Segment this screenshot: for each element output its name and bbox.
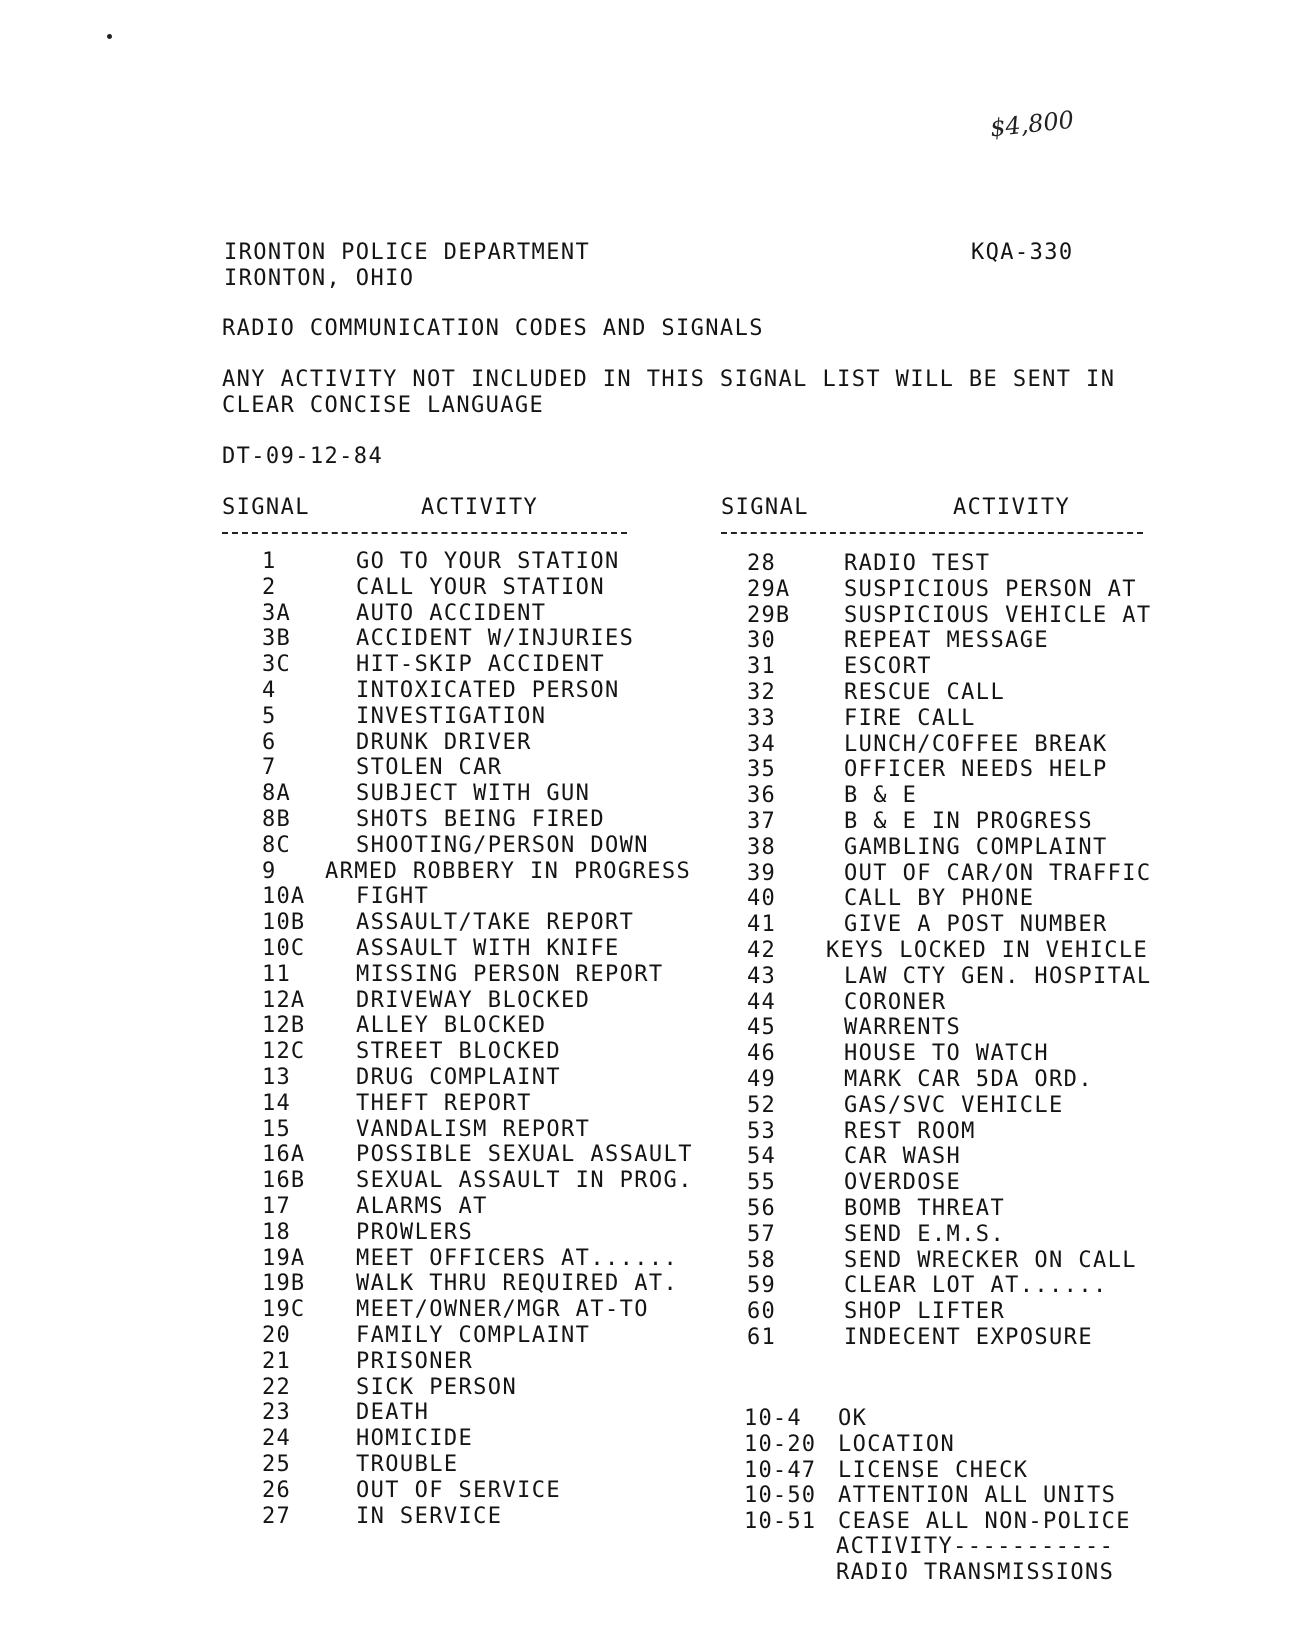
right-signal-row bbox=[0, 678, 1295, 708]
signal-code: 60 bbox=[747, 1299, 776, 1325]
signal-code: 10-4 bbox=[744, 1406, 802, 1431]
signal-code: 46 bbox=[747, 1041, 776, 1067]
signal-activity: GIVE A POST NUMBER bbox=[844, 912, 1108, 938]
signal-activity: SEXUAL ASSAULT IN PROG. bbox=[356, 1168, 693, 1194]
right-signal-row bbox=[0, 703, 1295, 734]
signal-activity: SHOOTING/PERSON DOWN bbox=[356, 832, 649, 858]
right-signal-row bbox=[0, 1168, 1295, 1198]
signal-activity: MISSING PERSON REPORT bbox=[356, 961, 664, 987]
department-name: IRONTON POLICE DEPARTMENT bbox=[224, 240, 591, 265]
signal-code: 10-51 bbox=[744, 1509, 817, 1535]
signal-code: 12C bbox=[262, 1039, 306, 1065]
signal-code: 23 bbox=[262, 1400, 291, 1426]
right-signal-row bbox=[0, 1142, 1295, 1172]
signal-code: 45 bbox=[747, 1015, 776, 1041]
signal-code: 41 bbox=[747, 912, 776, 938]
signal-code: 8A bbox=[262, 781, 291, 807]
left-signal-row bbox=[0, 1348, 1295, 1377]
signal-code: 36 bbox=[747, 783, 776, 809]
ten-code-continuation-2: RADIO TRANSMISSIONS bbox=[836, 1560, 1115, 1585]
signal-code: 29B bbox=[747, 602, 791, 628]
signal-activity: CEASE ALL NON-POLICE bbox=[838, 1509, 1131, 1535]
ten-code-row bbox=[0, 1408, 1295, 1434]
signal-code: 33 bbox=[747, 705, 776, 731]
signal-code: 20 bbox=[262, 1323, 291, 1348]
signal-activity: B & E IN PROGRESS bbox=[844, 809, 1093, 834]
signal-code: 54 bbox=[747, 1144, 776, 1170]
signal-code: 30 bbox=[747, 628, 776, 654]
signal-activity: ASSAULT WITH KNIFE bbox=[356, 936, 620, 961]
signal-activity: OK bbox=[838, 1406, 868, 1431]
right-signal-row bbox=[0, 1065, 1295, 1095]
notice-line-1: ANY ACTIVITY NOT INCLUDED IN THIS SIGNAL LIST WILL BE SENT IN bbox=[222, 367, 1116, 392]
document-title: RADIO COMMUNICATION CODES AND SIGNALS bbox=[222, 316, 764, 341]
signal-activity: OUT OF SERVICE bbox=[356, 1477, 562, 1503]
signal-activity: HOMICIDE bbox=[356, 1426, 474, 1452]
signal-activity: TROUBLE bbox=[356, 1452, 459, 1477]
signal-code: 10-20 bbox=[744, 1431, 817, 1457]
ten-code-row bbox=[0, 1431, 1295, 1460]
signal-code: 61 bbox=[747, 1325, 776, 1350]
signal-activity: GAMBLING COMPLAINT bbox=[844, 834, 1108, 860]
signal-activity: DRIVEWAY BLOCKED bbox=[356, 987, 591, 1013]
right-signal-row bbox=[0, 1039, 1295, 1069]
signal-activity: LAW CTY GEN. HOSPITAL bbox=[844, 963, 1152, 989]
signal-activity: IN SERVICE bbox=[356, 1503, 503, 1529]
signal-activity: SUSPICIOUS PERSON AT bbox=[844, 576, 1137, 602]
signal-code: 19A bbox=[262, 1245, 306, 1271]
signal-code: 43 bbox=[747, 963, 776, 989]
right-signal-row bbox=[0, 987, 1295, 1018]
signal-activity: STREET BLOCKED bbox=[356, 1039, 562, 1065]
signal-code: 42 bbox=[747, 938, 776, 963]
signal-code: 14 bbox=[262, 1090, 291, 1116]
signal-code: 29A bbox=[747, 576, 791, 602]
signal-activity: STOLEN CAR bbox=[356, 755, 503, 781]
signal-activity: MEET/OWNER/MGR AT-TO bbox=[356, 1297, 649, 1323]
signal-code: 18 bbox=[262, 1219, 291, 1245]
right-signal-row bbox=[0, 549, 1295, 579]
signal-activity: ACCIDENT W/INJURIES bbox=[356, 626, 635, 652]
signal-activity: LOCATION bbox=[838, 1431, 956, 1457]
signal-activity: OVERDOSE bbox=[844, 1170, 962, 1196]
left-header-rule bbox=[222, 532, 627, 534]
signal-activity: ASSAULT/TAKE REPORT bbox=[356, 910, 635, 936]
department-location: IRONTON, OHIO bbox=[224, 266, 415, 291]
signal-code: 24 bbox=[262, 1426, 291, 1452]
signal-code: 8C bbox=[262, 832, 291, 858]
signal-activity: FAMILY COMPLAINT bbox=[356, 1323, 591, 1348]
signal-activity: OUT OF CAR/ON TRAFFIC bbox=[844, 860, 1152, 886]
signal-code: 22 bbox=[262, 1374, 291, 1400]
signal-code: 3C bbox=[262, 652, 291, 678]
right-signal-row bbox=[0, 781, 1295, 811]
signal-activity: HIT-SKIP ACCIDENT bbox=[356, 652, 605, 678]
scan-speck bbox=[107, 34, 112, 39]
signal-code: 10-50 bbox=[744, 1483, 817, 1509]
signal-activity: DEATH bbox=[356, 1400, 430, 1426]
signal-code: 10-47 bbox=[744, 1457, 817, 1483]
signal-code: 44 bbox=[747, 989, 776, 1015]
signal-code: 11 bbox=[262, 961, 291, 987]
signal-code: 37 bbox=[747, 809, 776, 834]
signal-code: 40 bbox=[747, 886, 776, 912]
right-signal-row bbox=[0, 936, 1295, 966]
signal-activity: REST ROOM bbox=[844, 1118, 976, 1144]
call-sign: KQA-330 bbox=[971, 240, 1074, 265]
right-signal-row bbox=[0, 961, 1295, 992]
right-signal-row bbox=[0, 652, 1295, 682]
signal-activity: ESCORT bbox=[844, 654, 932, 680]
signal-code: 12B bbox=[262, 1013, 306, 1039]
right-signal-row bbox=[0, 1090, 1295, 1121]
signal-code: 21 bbox=[262, 1348, 291, 1374]
right-signal-row bbox=[0, 910, 1295, 940]
signal-activity: AUTO ACCIDENT bbox=[356, 600, 547, 626]
signal-code: 56 bbox=[747, 1196, 776, 1221]
signal-code: 55 bbox=[747, 1170, 776, 1196]
signal-code: 34 bbox=[747, 731, 776, 757]
signal-code: 6 bbox=[262, 729, 277, 755]
signal-code: 10C bbox=[262, 936, 306, 961]
right-signal-row bbox=[0, 1323, 1295, 1353]
signal-code: 28 bbox=[747, 551, 776, 576]
right-signal-row bbox=[0, 884, 1295, 914]
left-signal-row bbox=[0, 1374, 1295, 1403]
signal-code: 1 bbox=[262, 549, 277, 574]
signal-activity: INVESTIGATION bbox=[356, 703, 547, 729]
signal-activity: THEFT REPORT bbox=[356, 1090, 532, 1116]
signal-code: 52 bbox=[747, 1092, 776, 1118]
signal-activity: REPEAT MESSAGE bbox=[844, 628, 1050, 654]
right-signal-row bbox=[0, 1245, 1295, 1276]
signal-code: 27 bbox=[262, 1503, 291, 1529]
signal-code: 32 bbox=[747, 680, 776, 705]
signal-activity: MEET OFFICERS AT...... bbox=[356, 1245, 679, 1271]
signal-code: 59 bbox=[747, 1273, 776, 1299]
signal-activity: CORONER bbox=[844, 989, 947, 1015]
signal-code: 12A bbox=[262, 987, 306, 1013]
handwritten-note: $4,800 bbox=[988, 105, 1076, 143]
ten-code-row bbox=[0, 1485, 1295, 1511]
signal-code: 8B bbox=[262, 807, 291, 832]
signal-code: 16A bbox=[262, 1142, 306, 1168]
signal-code: 31 bbox=[747, 654, 776, 680]
notice-line-2: CLEAR CONCISE LANGUAGE bbox=[222, 393, 545, 418]
signal-activity: SUSPICIOUS VEHICLE AT bbox=[844, 602, 1152, 628]
right-signal-row bbox=[0, 1219, 1295, 1250]
signal-code: 4 bbox=[262, 678, 277, 703]
right-header-rule bbox=[721, 532, 1143, 534]
right-activity-header: ACTIVITY bbox=[953, 495, 1071, 520]
signal-code: 25 bbox=[262, 1452, 291, 1477]
signal-activity: FIRE CALL bbox=[844, 705, 976, 731]
right-signal-row bbox=[0, 1271, 1295, 1301]
signal-activity: PROWLERS bbox=[356, 1219, 474, 1245]
signal-activity: GO TO YOUR STATION bbox=[356, 549, 620, 574]
signal-activity: RESCUE CALL bbox=[844, 680, 1006, 705]
signal-activity: BOMB THREAT bbox=[844, 1196, 1006, 1221]
signal-code: 26 bbox=[262, 1477, 291, 1503]
ten-code-continuation-1: ACTIVITY----------- bbox=[836, 1534, 1115, 1559]
right-signal-header: SIGNAL bbox=[721, 495, 809, 520]
signal-activity: CLEAR LOT AT...... bbox=[844, 1273, 1108, 1299]
signal-code: 7 bbox=[262, 755, 277, 781]
right-signal-row bbox=[0, 626, 1295, 656]
signal-activity: SEND WRECKER ON CALL bbox=[844, 1247, 1137, 1273]
left-signal-header: SIGNAL bbox=[222, 495, 310, 520]
signal-code: 13 bbox=[262, 1065, 291, 1090]
ten-code-row bbox=[0, 1457, 1295, 1486]
right-signal-row bbox=[0, 832, 1295, 863]
signal-activity: B & E bbox=[844, 783, 918, 809]
signal-activity: SEND E.M.S. bbox=[844, 1221, 1006, 1247]
signal-code: 10A bbox=[262, 884, 306, 910]
right-signal-row bbox=[0, 729, 1295, 760]
signal-code: 49 bbox=[747, 1067, 776, 1092]
signal-activity: CAR WASH bbox=[844, 1144, 962, 1170]
signal-activity: RADIO TEST bbox=[844, 551, 991, 576]
signal-code: 15 bbox=[262, 1116, 291, 1142]
signal-code: 35 bbox=[747, 757, 776, 783]
right-signal-row bbox=[0, 1194, 1295, 1224]
signal-code: 3A bbox=[262, 600, 291, 626]
signal-code: 16B bbox=[262, 1168, 306, 1194]
signal-activity: SHOTS BEING FIRED bbox=[356, 807, 605, 832]
right-signal-row bbox=[0, 600, 1295, 631]
signal-activity: SUBJECT WITH GUN bbox=[356, 781, 591, 807]
signal-activity: KEYS LOCKED IN VEHICLE bbox=[826, 938, 1149, 963]
signal-code: 5 bbox=[262, 703, 277, 729]
signal-activity: ALARMS AT bbox=[356, 1194, 488, 1219]
right-signal-row bbox=[0, 807, 1295, 837]
signal-code: 19B bbox=[262, 1271, 306, 1297]
signal-activity: INTOXICATED PERSON bbox=[356, 678, 620, 703]
signal-code: 17 bbox=[262, 1194, 291, 1219]
signal-code: 2 bbox=[262, 574, 277, 600]
signal-activity: ARMED ROBBERY IN PROGRESS bbox=[325, 858, 692, 884]
signal-code: 3B bbox=[262, 626, 291, 652]
signal-activity: POSSIBLE SEXUAL ASSAULT bbox=[356, 1142, 693, 1168]
signal-activity: CALL BY PHONE bbox=[844, 886, 1035, 912]
signal-activity: FIGHT bbox=[356, 884, 430, 910]
document-date: DT-09-12-84 bbox=[222, 444, 384, 469]
left-activity-header: ACTIVITY bbox=[421, 495, 539, 520]
signal-code: 39 bbox=[747, 860, 776, 886]
signal-activity: INDECENT EXPOSURE bbox=[844, 1325, 1093, 1350]
signal-activity: DRUG COMPLAINT bbox=[356, 1065, 562, 1090]
signal-activity: CALL YOUR STATION bbox=[356, 574, 605, 600]
signal-code: 38 bbox=[747, 834, 776, 860]
signal-code: 19C bbox=[262, 1297, 306, 1323]
right-signal-row bbox=[0, 858, 1295, 889]
signal-activity: PRISONER bbox=[356, 1348, 474, 1374]
signal-activity: WALK THRU REQUIRED AT. bbox=[356, 1271, 679, 1297]
right-signal-row bbox=[0, 574, 1295, 605]
signal-activity: SHOP LIFTER bbox=[844, 1299, 1006, 1325]
signal-activity: VANDALISM REPORT bbox=[356, 1116, 591, 1142]
signal-code: 53 bbox=[747, 1118, 776, 1144]
signal-activity: OFFICER NEEDS HELP bbox=[844, 757, 1108, 783]
signal-code: 58 bbox=[747, 1247, 776, 1273]
signal-activity: MARK CAR 5DA ORD. bbox=[844, 1067, 1093, 1092]
signal-activity: ATTENTION ALL UNITS bbox=[838, 1483, 1117, 1509]
right-signal-row bbox=[0, 1013, 1295, 1043]
signal-activity: DRUNK DRIVER bbox=[356, 729, 532, 755]
signal-activity: WARRENTS bbox=[844, 1015, 962, 1041]
signal-activity: SICK PERSON bbox=[356, 1374, 518, 1400]
signal-code: 9 bbox=[262, 858, 277, 884]
signal-activity: HOUSE TO WATCH bbox=[844, 1041, 1050, 1067]
signal-code: 10B bbox=[262, 910, 306, 936]
signal-code: 57 bbox=[747, 1221, 776, 1247]
signal-activity: ALLEY BLOCKED bbox=[356, 1013, 547, 1039]
right-signal-row bbox=[0, 1116, 1295, 1147]
right-signal-row bbox=[0, 755, 1295, 785]
signal-activity: LUNCH/COFFEE BREAK bbox=[844, 731, 1108, 757]
signal-activity: LICENSE CHECK bbox=[838, 1457, 1029, 1483]
right-signal-row bbox=[0, 1297, 1295, 1327]
signal-activity: GAS/SVC VEHICLE bbox=[844, 1092, 1064, 1118]
